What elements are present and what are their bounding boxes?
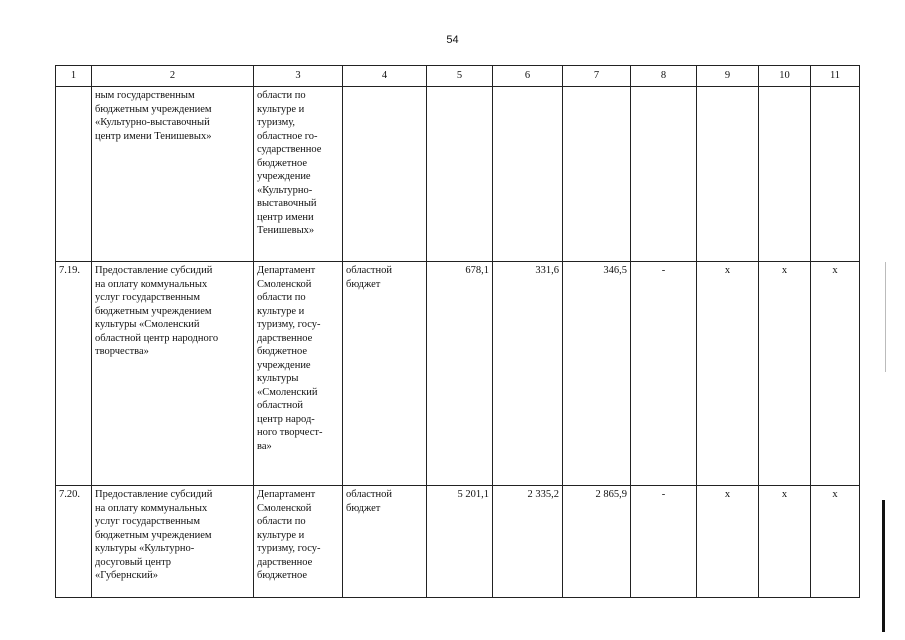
row-col11 xyxy=(811,87,860,262)
row-year3: - xyxy=(631,262,697,486)
column-header: 7 xyxy=(563,66,631,87)
row-year3 xyxy=(631,87,697,262)
row-total xyxy=(427,87,493,262)
row-year2: 2 865,9 xyxy=(563,486,631,598)
column-header: 4 xyxy=(343,66,427,87)
row-source xyxy=(343,87,427,262)
row-col9: х xyxy=(697,262,759,486)
column-header: 5 xyxy=(427,66,493,87)
row-year3: - xyxy=(631,486,697,598)
row-executor: Департамент Смоленской области по культуре и туризму, госу- дарственное бюджетное учреждение культуры «Смоленский областной центр народ- ного творчест- ва» xyxy=(254,262,343,486)
table-header-row xyxy=(56,66,860,87)
row-col9: х xyxy=(697,486,759,598)
table-row xyxy=(56,486,860,598)
row-col9 xyxy=(697,87,759,262)
row-description: Предоставление субсидий на оплату коммунальных услуг государственным бюджетным учреждением культуры «Культурно- досуговый центр «Губернский» xyxy=(92,486,254,598)
column-header: 3 xyxy=(254,66,343,87)
column-header: 9 xyxy=(697,66,759,87)
row-total: 678,1 xyxy=(427,262,493,486)
row-col11: х xyxy=(811,486,860,598)
row-id: 7.20. xyxy=(56,486,92,598)
row-col11: х xyxy=(811,262,860,486)
table-row xyxy=(56,87,860,262)
row-year2 xyxy=(563,87,631,262)
row-description: ным государственным бюджетным учреждением «Культурно-выставочный центр имени Тенишевых» xyxy=(92,87,254,262)
program-table xyxy=(55,65,860,598)
column-header: 2 xyxy=(92,66,254,87)
row-col10: х xyxy=(759,262,811,486)
row-total: 5 201,1 xyxy=(427,486,493,598)
row-description: Предоставление субсидий на оплату коммунальных услуг государственным бюджетным учреждением культуры «Смоленский областной центр народного творчества» xyxy=(92,262,254,486)
row-col10: х xyxy=(759,486,811,598)
scan-edge-mark xyxy=(885,262,886,372)
column-header: 6 xyxy=(493,66,563,87)
row-executor: Департамент Смоленской области по культуре и туризму, госу- дарственное бюджетное xyxy=(254,486,343,598)
row-year1 xyxy=(493,87,563,262)
row-col10 xyxy=(759,87,811,262)
column-header: 1 xyxy=(56,66,92,87)
column-header: 8 xyxy=(631,66,697,87)
row-source: областной бюджет xyxy=(343,486,427,598)
row-id: 7.19. xyxy=(56,262,92,486)
row-source: областной бюджет xyxy=(343,262,427,486)
row-id xyxy=(56,87,92,262)
row-executor: области по культуре и туризму, областное го- сударственное бюджетное учреждение «Культурно- выставочный центр имени Тенишевых» xyxy=(254,87,343,262)
scan-edge-bar xyxy=(882,500,885,632)
column-header: 10 xyxy=(759,66,811,87)
column-header: 11 xyxy=(811,66,860,87)
table-row xyxy=(56,262,860,486)
row-year1: 2 335,2 xyxy=(493,486,563,598)
row-year1: 331,6 xyxy=(493,262,563,486)
page-number: 54 xyxy=(446,34,459,46)
row-year2: 346,5 xyxy=(563,262,631,486)
